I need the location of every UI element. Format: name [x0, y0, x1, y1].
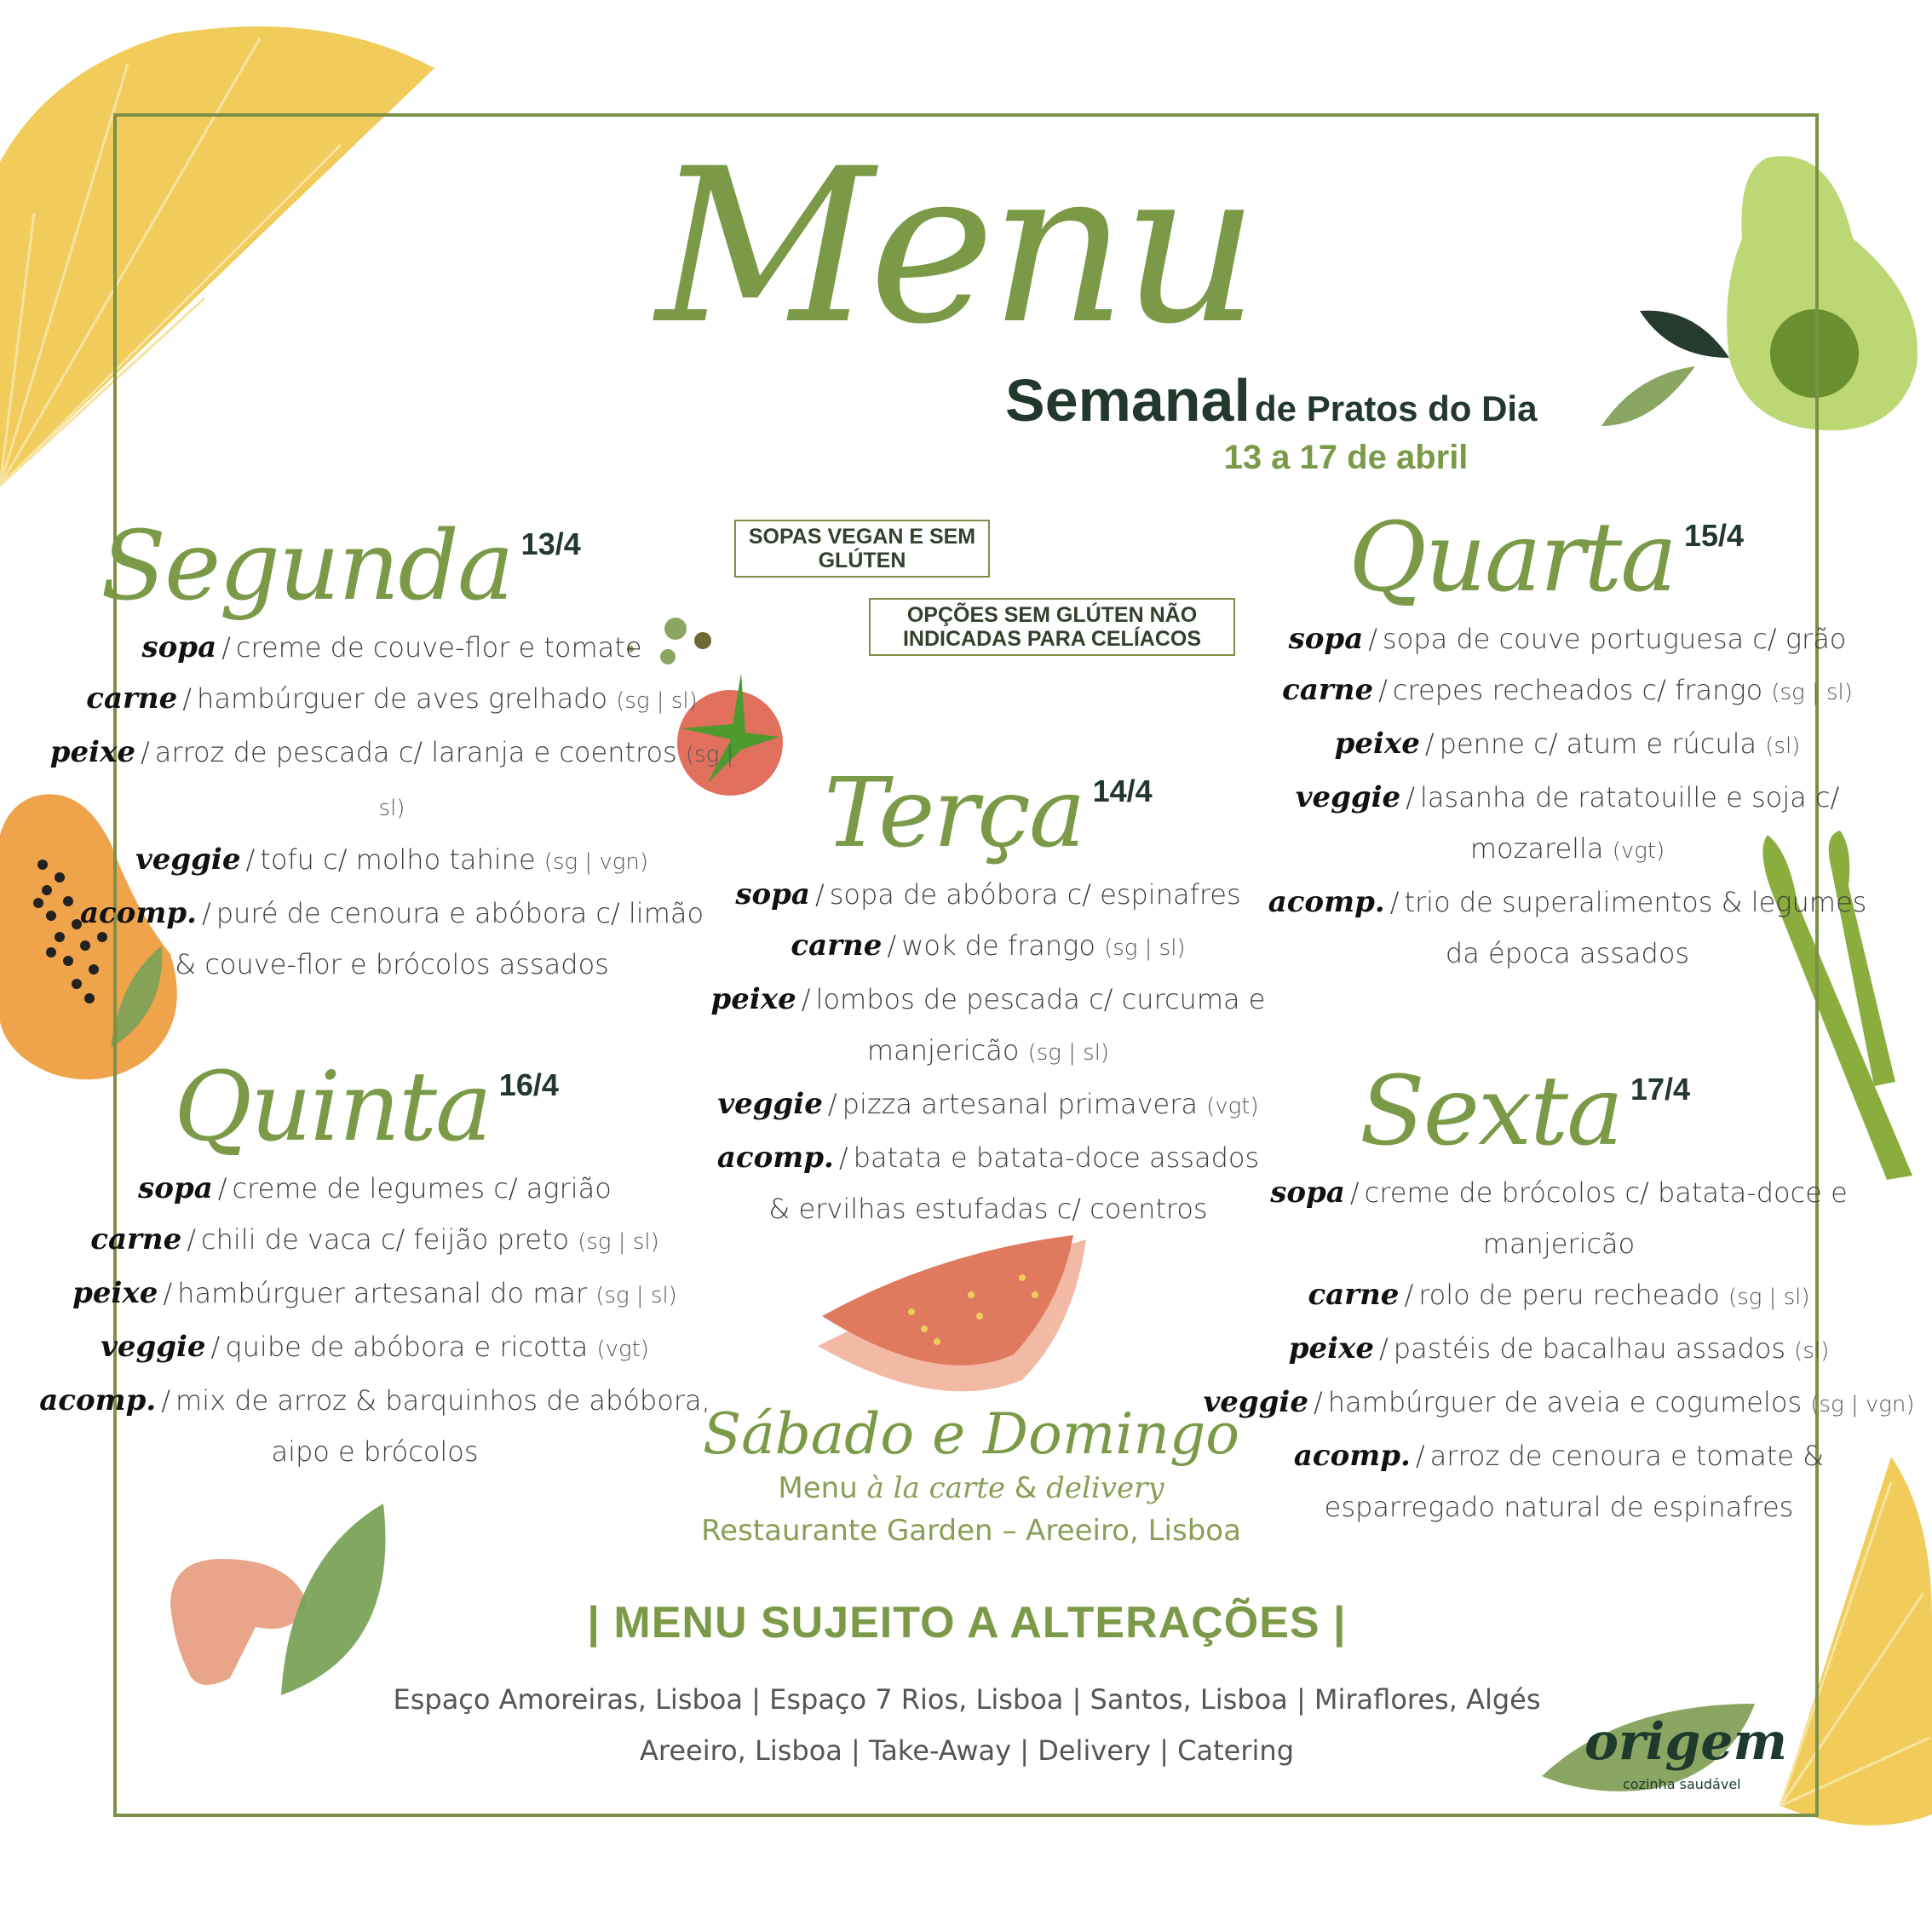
dish-text: creme de legumes c/ agrião: [232, 1172, 612, 1205]
notice-vegan-soups: SOPAS VEGAN E SEM GLÚTEN: [734, 520, 990, 578]
dish-acomp: acomp. / trio de superalimentos & legumes da época assados: [1268, 885, 1867, 969]
weekend-menu-line: Menu à la carte & delivery: [778, 1471, 1164, 1505]
category-label: peixe: [1288, 1331, 1374, 1366]
dish-tag: (sl): [1794, 1338, 1830, 1364]
dish-tag: (sl): [1765, 733, 1801, 759]
dish-tag: (vgt): [1206, 1094, 1259, 1119]
day-heading: [1124, 1056, 1925, 1167]
dish-sopa: sopa / creme de brócolos c/ batata-doce e manjericão: [1270, 1176, 1848, 1260]
day-sexta: [1193, 1056, 1925, 1532]
dish-text: chili de vaca c/ feijão preto: [201, 1223, 570, 1256]
day-name: Quinta: [174, 1052, 491, 1163]
dish-peixe: peixe / hambúrguer artesanal do mar (sg | sl): [72, 1276, 677, 1310]
dish-tag: (sg | sl): [578, 1229, 659, 1255]
dish-text: hambúrguer de aves grelhado: [197, 682, 608, 715]
dish-text: lasanha de ratatouille e soja c/ mozarella: [1419, 781, 1840, 865]
category-label: peixe: [49, 735, 136, 769]
dish-peixe: peixe / pastéis de bacalhau assados (sl): [1288, 1331, 1830, 1366]
dish-text: sopa de abóbora c/ espinafres: [829, 878, 1241, 911]
locations-line-2: Areeiro, Lisboa | Take-Away | Delivery | Catering: [640, 1734, 1294, 1767]
weekend-location: Restaurante Garden – Areeiro, Lisboa: [701, 1514, 1241, 1548]
date-range: 13 a 17 de abril: [1223, 439, 1469, 476]
category-label: veggie: [1203, 1385, 1308, 1419]
day-date: 17/4: [1630, 1072, 1691, 1107]
dish-tag: (vgt): [1612, 838, 1665, 864]
category-label: peixe: [710, 982, 796, 1016]
category-label: carne: [90, 1222, 182, 1256]
dish-text: arroz de cenoura e tomate & esparregado natural de espinafres: [1324, 1440, 1825, 1523]
dish-tag: (sg | vgn): [1810, 1392, 1915, 1417]
dish-text: mix de arroz & barquinhos de abóbora, aipo e brócolos: [175, 1384, 710, 1468]
category-label: sopa: [1288, 622, 1364, 656]
category-label: acomp.: [1293, 1439, 1411, 1473]
dish-text: lombos de pescada c/ curcuma e manjericão: [815, 983, 1266, 1067]
day-heading: [1201, 503, 1891, 613]
dish-carne: carne / rolo de peru recheado (sg | sl): [1308, 1278, 1810, 1312]
dish-peixe: peixe / penne c/ atum e rúcula (sl): [1334, 727, 1801, 761]
dish-text: pastéis de bacalhau assados: [1393, 1332, 1785, 1365]
dish-text: creme de couve-flor e tomate: [235, 631, 642, 664]
category-label: acomp.: [1268, 885, 1385, 919]
category-label: peixe: [1334, 727, 1420, 761]
dish-text: sopa de couve portuguesa c/ grão: [1383, 623, 1847, 655]
dish-acomp: acomp. / mix de arroz & barquinhos de abóbora, aipo e brócolos: [39, 1383, 710, 1468]
dish-tag: (vgt): [596, 1337, 649, 1362]
dish-text: batata e batata-doce assados & ervilhas estufadas c/ coentros: [768, 1141, 1260, 1225]
day-date: 15/4: [1683, 518, 1745, 553]
dish-veggie: veggie / lasanha de ratatouille e soja c/ mozarella (vgt): [1295, 780, 1840, 865]
category-label: sopa: [735, 877, 810, 911]
category-label: sopa: [141, 630, 217, 664]
dish-carne: carne / chili de vaca c/ feijão preto (sg | sl): [90, 1222, 659, 1256]
dish-text: trio de superalimentos & legumes da época assados: [1404, 886, 1867, 969]
origem-logo-tagline: cozinha saudável: [1623, 1776, 1741, 1792]
dish-text: arroz de pescada c/ laranja e coentros: [154, 736, 677, 768]
day-heading: [0, 511, 750, 622]
dish-tag: (sg | sl): [1728, 1285, 1810, 1310]
weekend-section: [699, 1401, 1244, 1552]
dish-peixe: peixe / lombos de pescada c/ curcuma e manjericão (sg | sl): [710, 982, 1266, 1067]
dish-acomp: acomp. / puré de cenoura e abóbora c/ limão & couve-flor e brócolos assados: [79, 896, 704, 980]
category-label: veggie: [101, 1330, 206, 1364]
dish-veggie: veggie / quibe de abóbora e ricotta (vgt): [101, 1330, 649, 1364]
category-label: veggie: [717, 1087, 823, 1121]
category-label: carne: [1308, 1278, 1400, 1312]
dish-text: hambúrguer artesanal do mar: [177, 1277, 588, 1309]
dish-text: penne c/ atum e rúcula: [1439, 727, 1757, 760]
category-label: carne: [86, 681, 178, 716]
dish-carne: carne / wok de frango (sg | sl): [791, 929, 1186, 963]
dish-text: hambúrguer de aveia e cogumelos: [1327, 1386, 1803, 1418]
dish-sopa: sopa / creme de legumes c/ agrião: [138, 1171, 612, 1205]
day-date: 13/4: [520, 526, 581, 561]
category-label: acomp.: [79, 896, 197, 930]
dish-sopa: sopa / sopa de couve portuguesa c/ grão: [1288, 622, 1847, 656]
weekend-title: Sábado e Domingo: [703, 1401, 1239, 1467]
day-date: 14/4: [1092, 773, 1153, 808]
dish-text: creme de brócolos c/ batata-doce e manjericão: [1364, 1176, 1848, 1260]
menu-subtitle: [1005, 366, 1567, 434]
dish-carne: carne / hambúrguer de aves grelhado (sg | sl): [86, 681, 698, 716]
day-heading: [707, 758, 1269, 869]
dish-tag: (sg | sl): [595, 1283, 677, 1308]
dish-text: crepes recheados c/ frango: [1392, 674, 1763, 706]
locations-line-1: Espaço Amoreiras, Lisboa | Espaço 7 Rios, Lisboa | Santos, Lisboa | Miraflores, Algés: [393, 1683, 1541, 1716]
category-label: carne: [1282, 673, 1374, 707]
dish-sopa: sopa / creme de couve-flor e tomate: [141, 630, 642, 664]
category-label: sopa: [1270, 1176, 1345, 1210]
dish-carne: carne / crepes recheados c/ frango (sg | sl): [1282, 673, 1853, 707]
dish-peixe: peixe / arroz de pescada c/ laranja e coentros (sg | sl): [49, 735, 734, 821]
category-label: veggie: [135, 842, 241, 877]
dish-text: quibe de abóbora e ricotta: [225, 1331, 589, 1363]
day-date: 16/4: [498, 1067, 559, 1102]
category-label: acomp.: [716, 1141, 834, 1175]
dish-sopa: sopa / sopa de abóbora c/ espinafres: [735, 877, 1241, 911]
dish-text: tofu c/ molho tahine: [260, 843, 536, 876]
dish-text: puré de cenoura e abóbora c/ limão & couve-flor e brócolos assados: [175, 897, 704, 980]
dish-text: wok de frango: [901, 929, 1095, 962]
subtitle-semanal: Semanal: [1005, 367, 1251, 434]
category-label: peixe: [72, 1276, 158, 1310]
dish-tag: (sg | sl): [378, 742, 734, 821]
dish-veggie: veggie / hambúrguer de aveia e cogumelos (sg | vgn): [1203, 1385, 1915, 1419]
day-name: Terça: [824, 758, 1084, 869]
dish-text: rolo de peru recheado: [1418, 1279, 1720, 1311]
dish-tag: (sg | sl): [1771, 680, 1853, 705]
dish-tag: (sg | vgn): [543, 849, 648, 875]
dish-tag: (sg | sl): [1104, 935, 1186, 961]
dish-tag: (sg | sl): [616, 688, 698, 714]
locations-list: [358, 1674, 1576, 1776]
category-label: acomp.: [39, 1383, 157, 1417]
day-heading: [0, 1052, 741, 1163]
dish-text: pizza artesanal primavera: [842, 1088, 1198, 1120]
category-label: sopa: [138, 1171, 213, 1205]
dish-veggie: veggie / pizza artesanal primavera (vgt): [717, 1087, 1259, 1121]
day-quinta: [9, 1052, 741, 1477]
day-segunda: [34, 511, 750, 990]
day-quarta: [1244, 503, 1891, 979]
menu-disclaimer: | MENU SUJEITO A ALTERAÇÕES |: [587, 1598, 1347, 1647]
menu-title: Menu: [656, 123, 1254, 371]
category-label: veggie: [1295, 780, 1401, 814]
day-name: Quarta: [1348, 503, 1676, 613]
subtitle-pratos: de Pratos do Dia: [1255, 388, 1538, 428]
dish-veggie: veggie / tofu c/ molho tahine (sg | vgn): [135, 842, 648, 877]
dish-acomp: acomp. / arroz de cenoura e tomate & esparregado natural de espinafres: [1293, 1439, 1825, 1523]
day-name: Segunda: [101, 511, 513, 622]
notice-gluten-free: OPÇÕES SEM GLÚTEN NÃO INDICADAS PARA CELÍACOS: [869, 598, 1235, 656]
day-name: Sexta: [1359, 1056, 1622, 1167]
origem-logo: origem: [1584, 1712, 1788, 1772]
dish-acomp: acomp. / batata e batata-doce assados & ervilhas estufadas c/ coentros: [716, 1141, 1260, 1225]
category-label: carne: [791, 929, 883, 963]
dish-tag: (sg | sl): [1027, 1040, 1110, 1066]
